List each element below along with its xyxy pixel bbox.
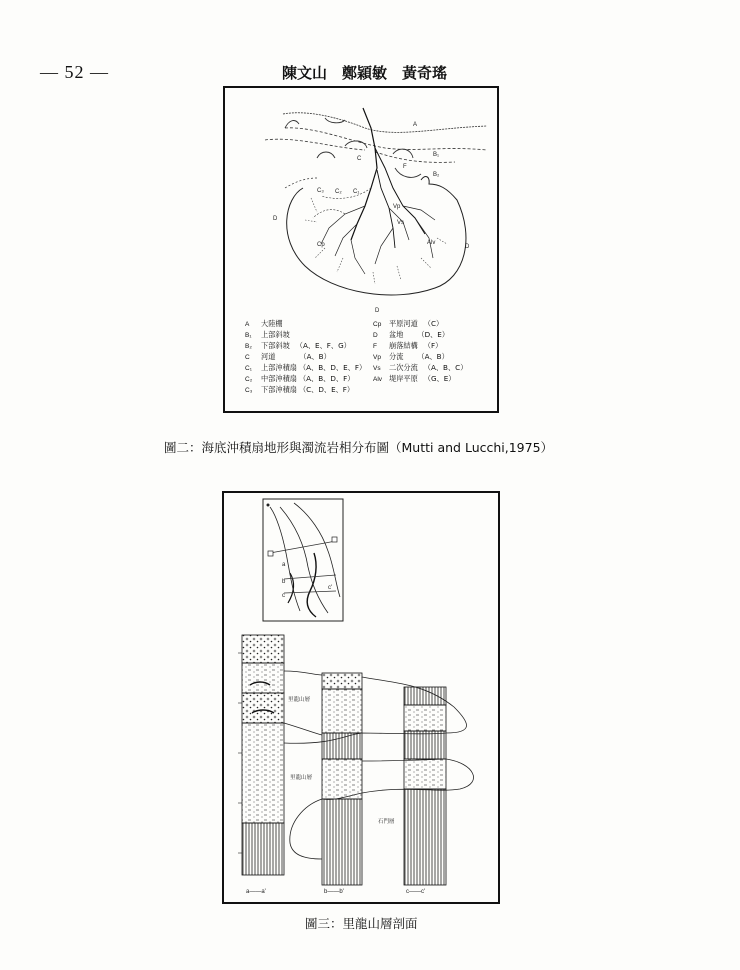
- label-a: A: [413, 122, 418, 128]
- label-alv: Alv: [427, 240, 436, 246]
- formation-label-shimen: 石門層: [378, 819, 395, 825]
- column-label-c: c——c': [406, 889, 426, 895]
- inset-label-b: b: [282, 579, 286, 585]
- column-a: [242, 635, 284, 875]
- depth-scale: [238, 653, 242, 853]
- figure-2-submarine-fan: [223, 86, 499, 413]
- legend-left-5: C₂ 中部沖積扇 （A、B、D、F）: [245, 374, 355, 383]
- figure-2-caption: 圖二：海底沖積扇地形與濁流岩相分布圖（Mutti and Lucchi,1975）: [164, 440, 554, 455]
- inset-label-a: a: [282, 562, 286, 568]
- label-b2: B₂: [433, 172, 440, 178]
- legend-right-4: Vs 二次分流 （A、B、C）: [373, 363, 468, 372]
- label-vp: Vp: [393, 204, 401, 210]
- label-f: F: [403, 164, 407, 170]
- label-c: C: [357, 156, 362, 162]
- section-diagram: [224, 493, 498, 902]
- legend-right-3: Vp 分流 （A、B）: [373, 352, 449, 361]
- column-c: [404, 687, 446, 885]
- legend-right-1: D 盆地 （D、E）: [373, 330, 450, 339]
- figure-3-caption: 圖三：里龍山層剖面: [305, 916, 418, 931]
- label-b1: B₁: [433, 152, 440, 158]
- label-c3: C₃: [317, 188, 324, 194]
- label-vs: Vs: [397, 220, 405, 226]
- formation-label-upper: 里龍山層: [288, 697, 311, 703]
- label-cp: Cp: [317, 242, 325, 248]
- column-b: [322, 673, 362, 885]
- inset-label-c-prime: c': [328, 585, 333, 591]
- label-c1: C₁: [353, 189, 360, 195]
- legend-right-0: Cp 平原河道 （C）: [373, 319, 444, 328]
- location-inset-map: [263, 499, 343, 621]
- running-header-authors: 陳文山 鄭穎敏 黃奇瑤: [282, 64, 448, 82]
- column-label-b: b——b': [324, 889, 344, 895]
- inset-label-c: c: [282, 593, 285, 599]
- legend-left-2: B₂ 下部斜坡 （A、E、F、G）: [245, 341, 351, 350]
- label-d-bottom: D: [375, 308, 380, 314]
- legend-left-1: B₁ 上部斜坡: [245, 330, 290, 339]
- formation-label-lower: 里龍山層: [290, 775, 313, 781]
- legend-left-6: C₃ 下部沖積扇 （C、D、E、F）: [245, 385, 355, 394]
- label-d-right: D: [465, 244, 470, 250]
- legend-left-0: A 大陸棚: [245, 319, 283, 328]
- legend-right-5: Alv 堤岸平原 （G、E）: [373, 374, 456, 383]
- page-number: — 52 —: [40, 62, 109, 82]
- figure-3-stratigraphic-section: [222, 491, 500, 904]
- column-label-a: a——a': [246, 889, 266, 895]
- legend-left-4: C₁ 上部沖積扇 （A、B、D、E、F）: [245, 363, 367, 372]
- label-c2: C₂: [335, 189, 342, 195]
- legend-right-2: F 崩落結構 （F）: [373, 341, 443, 350]
- label-d-left: D: [273, 216, 278, 222]
- legend-left-3: C 河道 （A、B）: [245, 352, 331, 361]
